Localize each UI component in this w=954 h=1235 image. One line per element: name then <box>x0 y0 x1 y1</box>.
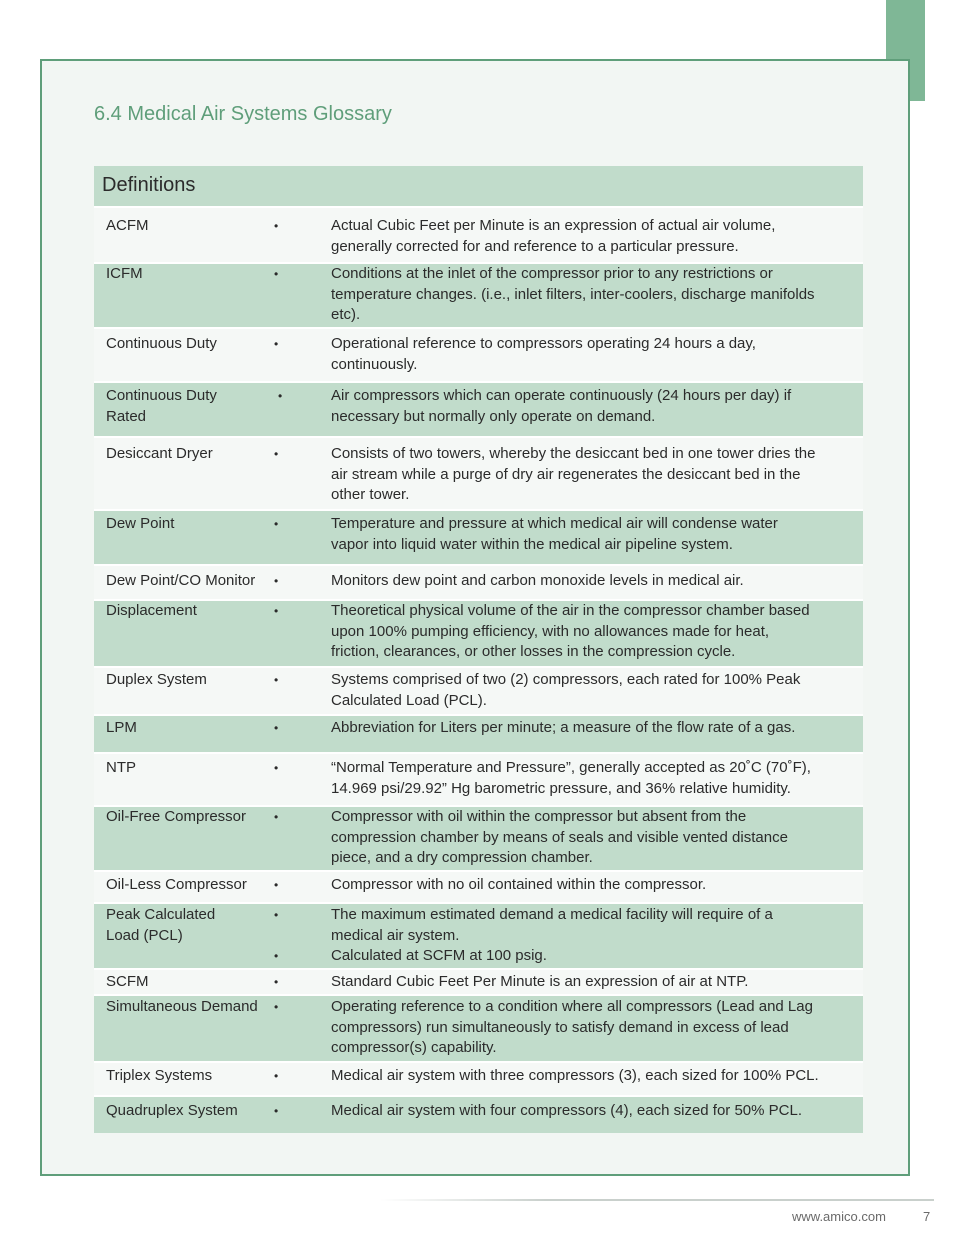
term: SCFM <box>106 973 149 990</box>
term: Oil-Free Compressor <box>106 808 247 825</box>
table-row <box>94 599 863 666</box>
bullet: • <box>274 908 279 922</box>
bullet: • <box>274 337 279 351</box>
table-row <box>94 714 863 752</box>
table-row <box>94 381 863 436</box>
definition: Medical air system with three compressors (3), each sized for 100% PCL. <box>331 1067 819 1084</box>
table-row <box>94 994 863 1061</box>
definition: Actual Cubic Feet per Minute is an expression of actual air volume, generally corrected for and reference to a particular pressure. <box>331 217 776 255</box>
term: Dew Point/CO Monitor <box>106 572 256 589</box>
bullet: • <box>274 604 279 618</box>
table-row <box>94 262 863 327</box>
definition: Consists of two towers, whereby the desiccant bed in one tower dries the air stream while a purge of dry air regenerates the desiccant bed in the other tower. <box>331 445 816 503</box>
term: Dew Point <box>106 515 175 532</box>
table-row <box>94 902 863 968</box>
table-row <box>94 436 863 509</box>
table-header: Definitions <box>94 166 863 206</box>
term: ICFM <box>106 265 143 282</box>
term: Peak Calculated Load (PCL) <box>106 906 216 944</box>
term: Simultaneous Demand <box>106 998 258 1015</box>
term: ACFM <box>106 217 149 234</box>
term: Quadruplex System <box>106 1102 238 1119</box>
definition: Compressor with oil within the compressor but absent from the compression chamber by means of seals and visible vented distance piece, and a dry compression chamber. <box>331 808 788 866</box>
term: LPM <box>106 719 137 736</box>
bullet: • <box>274 574 279 588</box>
bullet: • <box>278 389 283 403</box>
bullet: • <box>274 949 279 963</box>
term: Oil-Less Compressor <box>106 876 247 893</box>
footer-rule <box>380 1199 934 1201</box>
bullet: • <box>274 219 279 233</box>
bullet: • <box>274 761 279 775</box>
bullet: • <box>274 975 279 989</box>
definition: Operational reference to compressors operating 24 hours a day, continuously. <box>331 335 756 373</box>
term: Duplex System <box>106 671 207 688</box>
definition: The maximum estimated demand a medical facility will require of a medical air system. Calculated at SCFM at 100 psig. <box>331 906 773 964</box>
table-row <box>94 206 863 262</box>
bullet: • <box>274 517 279 531</box>
definition: Compressor with no oil contained within the compressor. <box>331 876 707 893</box>
bullet: • <box>274 1069 279 1083</box>
bullet: • <box>274 1000 279 1014</box>
bullet: • <box>274 447 279 461</box>
glossary-frame <box>40 59 910 1176</box>
definition: Air compressors which can operate continuously (24 hours per day) if necessary but normally only operate on demand. <box>331 387 792 425</box>
definitions-table <box>94 166 863 1133</box>
term: Triplex Systems <box>106 1067 213 1084</box>
table-row <box>94 968 863 994</box>
table-row <box>94 752 863 805</box>
bullet: • <box>274 878 279 892</box>
term: Continuous Duty <box>106 335 217 352</box>
term: Displacement <box>106 602 197 619</box>
bullet: • <box>274 673 279 687</box>
definition: Abbreviation for Liters per minute; a measure of the flow rate of a gas. <box>331 719 796 736</box>
table-row <box>94 1061 863 1095</box>
table-row <box>94 805 863 870</box>
table-row <box>94 1095 863 1133</box>
footer-url[interactable]: www.amico.com <box>792 1209 886 1224</box>
table-row <box>94 870 863 902</box>
page-number: 7 <box>923 1209 931 1224</box>
term: Desiccant Dryer <box>106 445 213 462</box>
definition: Temperature and pressure at which medical air will condense water vapor into liquid water within the medical air pipeline system. <box>331 515 778 553</box>
term: NTP <box>106 759 136 776</box>
definition: Monitors dew point and carbon monoxide levels in medical air. <box>331 572 744 589</box>
bullet: • <box>274 810 279 824</box>
definition: Conditions at the inlet of the compressor prior to any restrictions or temperature changes. (i.e., inlet filters, inter-coolers, discharge manifolds etc). <box>331 265 815 323</box>
bullet: • <box>274 721 279 735</box>
table-row <box>94 564 863 599</box>
definition: “Normal Temperature and Pressure”, generally accepted as 20˚C (70˚F), 14.969 psi/29.92” Hg barometric pressure, and 36% relative humidity. <box>331 759 811 797</box>
table-row <box>94 327 863 381</box>
bullet: • <box>274 1104 279 1118</box>
definition: Theoretical physical volume of the air in the compressor chamber based upon 100% pumping efficiency, with no allowances made for heat, friction, clearances, or other losses in the compression cycle. <box>331 602 810 660</box>
table-row <box>94 666 863 714</box>
definition: Standard Cubic Feet Per Minute is an expression of air at NTP. <box>331 973 749 990</box>
definition: Systems comprised of two (2) compressors, each rated for 100% Peak Calculated Load (PCL). <box>331 671 801 709</box>
table-row <box>94 509 863 564</box>
bullet: • <box>274 267 279 281</box>
term: Continuous Duty Rated <box>106 387 217 425</box>
definition: Operating reference to a condition where all compressors (Lead and Lag compressors) run simultaneously to satisfy demand in excess of lead compressor(s) capability. <box>331 998 813 1056</box>
definition: Medical air system with four compressors (4), each sized for 50% PCL. <box>331 1102 802 1119</box>
section-title: 6.4 Medical Air Systems Glossary <box>94 103 392 125</box>
